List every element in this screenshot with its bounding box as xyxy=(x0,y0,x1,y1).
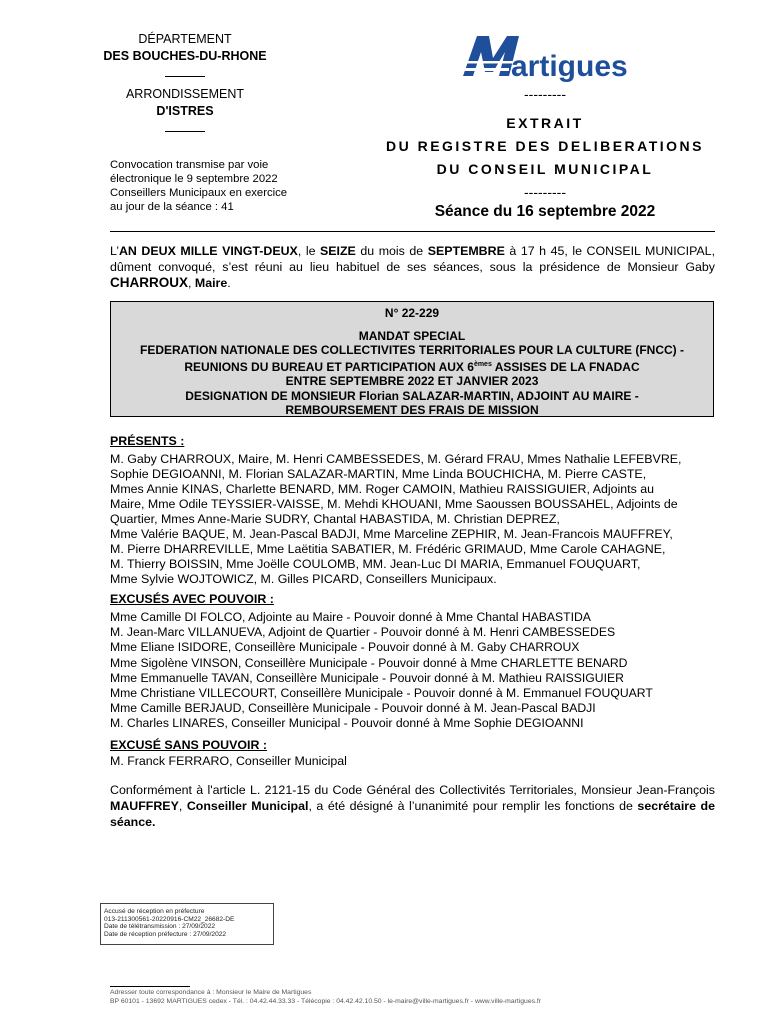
text: Conseiller Municipal xyxy=(186,799,309,813)
convocation-line: Convocation transmise par voie xyxy=(110,159,269,171)
convocation-info xyxy=(110,158,300,214)
text: , xyxy=(188,276,195,290)
text: èmes xyxy=(473,360,492,368)
text: SEPTEMBRE xyxy=(427,244,505,258)
footer-contact xyxy=(110,998,541,1005)
intro-paragraph xyxy=(110,243,715,291)
text: Conformément à l'article L. 2121-15 du Code Général des Collectivités Territoriales, Monsieur Jean-François xyxy=(110,783,715,797)
deliberation-number: N° 22-229 xyxy=(384,306,440,320)
convocation-line: électronique le 9 septembre 2022 xyxy=(110,173,278,185)
text: BP 60101 - 13692 MARTIGUES cedex - Tél. : 04.42.44.33.33 - Télécopie : 04.42.42.10.50 - xyxy=(110,998,388,1005)
excuse-line: Mme Emmanuelle TAVAN, Conseillère Municipale - Pouvoir donné à M. Mathieu RAISSIGUIER xyxy=(110,670,624,685)
text: du mois de xyxy=(355,244,428,258)
title-registre: DU REGISTRE DES DELIBERATIONS xyxy=(385,138,705,154)
presents-line: Sophie DEGIOANNI, M. Florian SALAZAR-MARTIN, Mme Linda BOUCHICHA, M. Pierre CASTE, xyxy=(110,467,647,481)
excuse-sans-line: M. Franck FERRARO, Conseiller Municipal xyxy=(110,754,347,768)
excuse-sans-title: EXCUSÉ SANS POUVOIR : xyxy=(110,738,267,752)
prefecture-stamp xyxy=(100,903,274,945)
text: REUNIONS DU BUREAU ET PARTICIPATION AUX 6 xyxy=(184,359,474,374)
divider xyxy=(110,231,715,232)
dashes: --------- xyxy=(524,86,566,102)
footer-divider xyxy=(110,986,190,987)
dashes: --------- xyxy=(524,184,566,200)
excuses-pouvoir-title: EXCUSÉS AVEC POUVOIR : xyxy=(110,592,274,606)
presents-line: M. Pierre DHARREVILLE, Mme Laëtitia SABATIER, M. Frédéric GRIMAUD, Mme Carole CAHAGNE, xyxy=(110,542,666,556)
presents-line: Mme Valérie BAQUE, M. Jean-Pascal BADJI, Mme Marceline ZEPHIR, M. Jean-Francois MAUFFREY, xyxy=(110,527,673,541)
logo-text: artigues xyxy=(511,50,628,83)
convocation-line: Conseillers Municipaux en exercice xyxy=(110,187,288,199)
excuse-line: Mme Eliane ISIDORE, Conseillère Municipale - Pouvoir donné à M. Gaby CHARROUX xyxy=(110,640,580,655)
excuse-line: Mme Camille BERJAUD, Conseillère Municipale - Pouvoir donné à M. Jean-Pascal BADJI xyxy=(110,701,596,716)
excuse-line: Mme Christiane VILLECOURT, Conseillère Municipale - Pouvoir donné à M. Emmanuel FOUQUART xyxy=(110,686,653,701)
stamp-line: Accusé de réception en préfecture xyxy=(104,908,205,915)
box-line xyxy=(111,358,713,375)
arrondissement-label: ARRONDISSEMENT xyxy=(125,87,245,101)
convocation-line: au jour de la séance : 41 xyxy=(110,201,234,213)
text: ASSISES DE LA FNADAC xyxy=(491,359,640,374)
text: Maire xyxy=(194,276,228,290)
title-extrait: EXTRAIT xyxy=(506,115,584,131)
presents-title: PRÉSENTS : xyxy=(110,434,185,448)
text: , xyxy=(178,799,187,813)
department-label: DÉPARTEMENT xyxy=(138,32,232,46)
deliberation-box xyxy=(110,301,714,417)
excuses-pouvoir-list xyxy=(110,610,715,732)
presents-list xyxy=(110,452,715,587)
text: SEIZE xyxy=(320,244,356,258)
seance-date: Séance du 16 septembre 2022 xyxy=(434,203,656,220)
text: - www.ville-martigues.fr xyxy=(468,998,542,1005)
divider xyxy=(165,131,205,132)
title-conseil: DU CONSEIL MUNICIPAL xyxy=(436,161,654,177)
box-line: DESIGNATION DE MONSIEUR Florian SALAZAR-MARTIN, ADJOINT AU MAIRE - xyxy=(185,388,639,403)
text: L’ xyxy=(110,244,119,258)
department-name: DES BOUCHES-DU-RHONE xyxy=(103,49,267,63)
stamp-line: Date de réception préfecture : 27/09/2022 xyxy=(104,930,227,938)
logo-icon xyxy=(459,26,629,88)
stamp-line: Date de télétransmission : 27/09/2022 xyxy=(104,923,216,931)
martigues-logo xyxy=(459,26,629,88)
excuse-line: Mme Sigolène VINSON, Conseillère Municipale - Pouvoir donné à Mme CHARLETTE BENARD xyxy=(110,655,628,670)
presents-line: Quartier, Mmes Anne-Marie SUDRY, Chantal HABASTIDA, M. Christian DEPREZ, xyxy=(110,512,560,526)
presents-line: Mmes Annie KINAS, Charlette BENARD, MM. Roger CAMOIN, Mathieu RAISSIGUIER, Adjoints au xyxy=(110,482,654,496)
presents-line: Mme Sylvie WOJTOWICZ, M. Gilles PICARD, Conseillers Municipaux. xyxy=(110,572,497,586)
text: , le xyxy=(297,244,321,258)
excuse-line: M. Charles LINARES, Conseiller Municipal - Pouvoir donné à Mme Sophie DEGIOANNI xyxy=(110,716,584,731)
text: , a été désigné à l’unanimité pour remplir les fonctions de xyxy=(308,799,638,813)
department-block xyxy=(96,33,274,139)
box-line: ENTRE SEPTEMBRE 2022 ET JANVIER 2023 xyxy=(285,374,539,388)
text: CHARROUX xyxy=(110,275,189,290)
presents-line: M. Gaby CHARROUX, Maire, M. Henri CAMBESSEDES, M. Gérard FRAU, Mmes Nathalie LEFEBVRE, xyxy=(110,452,682,466)
text: MAUFFREY xyxy=(110,799,179,813)
presents-line: Maire, Mme Odile TEYSSIER-VAISSE, M. Mehdi KHOUANI, Mme Saoussen BOUSSAHEL, Adjoints de xyxy=(110,497,678,511)
text: secrétaire de séance. xyxy=(110,799,715,829)
text: à 17 h 45, le CONSEIL MUNICIPAL, dûment convoqué, s’est réuni au lieu habituel de ses séances, sous la présidence de Monsieur Gaby xyxy=(110,244,716,274)
stamp-line: 013-211300561-20220916-CM22_26682-DE xyxy=(104,915,235,923)
box-line: REMBOURSEMENT DES FRAIS DE MISSION xyxy=(285,403,539,417)
secretaire-paragraph xyxy=(110,782,715,830)
box-line: FEDERATION NATIONALE DES COLLECTIVITES TERRITORIALES POUR LA CULTURE (FNCC) - xyxy=(140,343,684,357)
divider xyxy=(165,76,205,77)
text: AN DEUX MILLE VINGT-DEUX xyxy=(118,244,298,258)
excuse-line: Mme Camille DI FOLCO, Adjointe au Maire - Pouvoir donné à Mme Chantal HABASTIDA xyxy=(110,610,591,624)
box-line: MANDAT SPECIAL xyxy=(358,328,466,343)
arrondissement-name: D'ISTRES xyxy=(156,104,214,118)
text: . xyxy=(227,276,231,290)
email-link[interactable]: le-maire@ville-martigues.fr xyxy=(387,998,469,1005)
presents-line: M. Thierry BOISSIN, Mme Joëlle COULOMB, MM. Jean-Luc DI MARIA, Emmanuel FOUQUART, xyxy=(110,557,641,571)
footer-line: Adresser toute correspondance à : Monsieur le Maire de Martigues xyxy=(110,989,312,996)
excuse-line: M. Jean-Marc VILLANUEVA, Adjoint de Quartier - Pouvoir donné à M. Henri CAMBESSEDES xyxy=(110,625,616,640)
